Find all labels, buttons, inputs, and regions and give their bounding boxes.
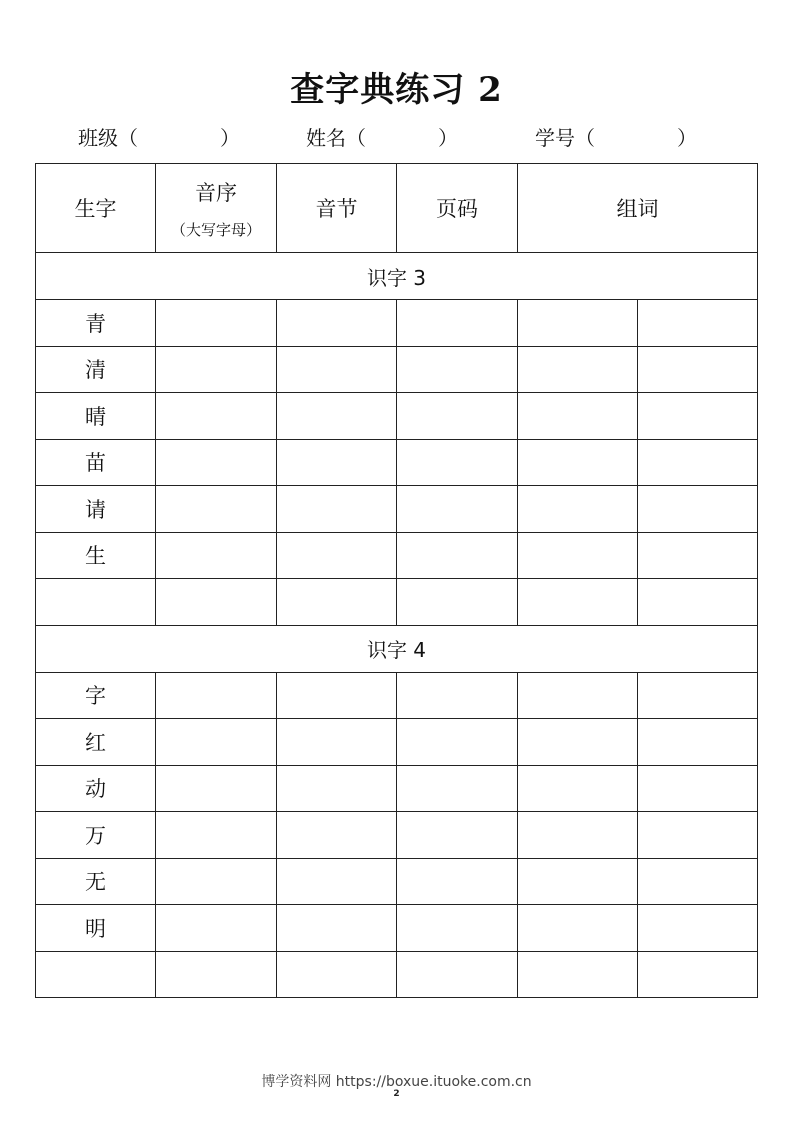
char-cell: 红 xyxy=(36,719,156,766)
char-cell: 明 xyxy=(36,905,156,952)
syllable-cell[interactable] xyxy=(277,765,397,812)
word-cell-1[interactable] xyxy=(518,439,638,486)
word-cell-1[interactable] xyxy=(518,486,638,533)
section-title: 识字 3 xyxy=(36,253,758,300)
word-cell-2[interactable] xyxy=(638,486,758,533)
order-cell[interactable] xyxy=(156,393,277,440)
char-cell: 动 xyxy=(36,765,156,812)
page-cell[interactable] xyxy=(397,719,518,766)
char-cell: 晴 xyxy=(36,393,156,440)
word-cell-2[interactable] xyxy=(638,532,758,579)
student-id-close: ） xyxy=(677,126,697,150)
section-row xyxy=(36,625,758,672)
class-field xyxy=(78,122,240,151)
syllable-cell[interactable] xyxy=(277,532,397,579)
name-close: ） xyxy=(438,126,458,150)
syllable-cell[interactable] xyxy=(277,393,397,440)
page-cell[interactable] xyxy=(397,951,518,998)
syllable-cell[interactable] xyxy=(277,858,397,905)
table-row xyxy=(36,300,758,347)
header-words: 组词 xyxy=(518,164,758,253)
table-row xyxy=(36,672,758,719)
header-order xyxy=(156,164,277,253)
syllable-cell[interactable] xyxy=(277,812,397,859)
page-cell[interactable] xyxy=(397,672,518,719)
page-cell[interactable] xyxy=(397,858,518,905)
word-cell-1[interactable] xyxy=(518,765,638,812)
char-cell xyxy=(36,579,156,626)
order-cell[interactable] xyxy=(156,719,277,766)
table-row xyxy=(36,393,758,440)
word-cell-1[interactable] xyxy=(518,951,638,998)
syllable-cell[interactable] xyxy=(277,951,397,998)
word-cell-2[interactable] xyxy=(638,672,758,719)
student-id-field xyxy=(535,122,697,151)
word-cell-2[interactable] xyxy=(638,858,758,905)
page-cell[interactable] xyxy=(397,300,518,347)
header-page: 页码 xyxy=(397,164,518,253)
class-label: 班级（ xyxy=(78,126,138,150)
word-cell-1[interactable] xyxy=(518,532,638,579)
table-row xyxy=(36,486,758,533)
name-field xyxy=(306,122,458,151)
word-cell-1[interactable] xyxy=(518,719,638,766)
word-cell-2[interactable] xyxy=(638,579,758,626)
order-cell[interactable] xyxy=(156,672,277,719)
word-cell-1[interactable] xyxy=(518,393,638,440)
header-char: 生字 xyxy=(36,164,156,253)
char-cell: 青 xyxy=(36,300,156,347)
table-row xyxy=(36,905,758,952)
table-row xyxy=(36,439,758,486)
table-row xyxy=(36,951,758,998)
table-header-row xyxy=(36,164,758,253)
table-row xyxy=(36,858,758,905)
page-cell[interactable] xyxy=(397,486,518,533)
word-cell-2[interactable] xyxy=(638,812,758,859)
order-cell[interactable] xyxy=(156,765,277,812)
word-cell-1[interactable] xyxy=(518,346,638,393)
word-cell-1[interactable] xyxy=(518,812,638,859)
char-cell: 苗 xyxy=(36,439,156,486)
order-cell[interactable] xyxy=(156,346,277,393)
word-cell-2[interactable] xyxy=(638,300,758,347)
char-cell: 清 xyxy=(36,346,156,393)
word-cell-1[interactable] xyxy=(518,672,638,719)
page-title: 查字典练习 2 xyxy=(290,70,503,110)
word-cell-1[interactable] xyxy=(518,579,638,626)
syllable-cell[interactable] xyxy=(277,672,397,719)
order-cell[interactable] xyxy=(156,486,277,533)
table-row xyxy=(36,532,758,579)
section-row xyxy=(36,253,758,300)
order-cell[interactable] xyxy=(156,579,277,626)
order-cell[interactable] xyxy=(156,858,277,905)
char-cell: 生 xyxy=(36,532,156,579)
char-cell: 字 xyxy=(36,672,156,719)
footer-source: 博学资料网 https://boxue.ituoke.com.cn xyxy=(261,1074,532,1090)
syllable-cell[interactable] xyxy=(277,579,397,626)
syllable-cell[interactable] xyxy=(277,439,397,486)
char-cell: 请 xyxy=(36,486,156,533)
table-row xyxy=(36,719,758,766)
order-cell[interactable] xyxy=(156,951,277,998)
word-cell-2[interactable] xyxy=(638,719,758,766)
table-row xyxy=(36,346,758,393)
header-order-note: （大写字母） xyxy=(170,220,261,239)
class-close: ） xyxy=(220,126,240,150)
page-cell[interactable] xyxy=(397,765,518,812)
page-cell[interactable] xyxy=(397,812,518,859)
syllable-cell[interactable] xyxy=(277,300,397,347)
word-cell-1[interactable] xyxy=(518,300,638,347)
char-cell: 万 xyxy=(36,812,156,859)
word-cell-2[interactable] xyxy=(638,439,758,486)
student-id-label: 学号（ xyxy=(535,126,595,150)
order-cell[interactable] xyxy=(156,300,277,347)
dictionary-practice-table xyxy=(35,163,758,998)
section-title: 识字 4 xyxy=(36,625,758,672)
page-cell[interactable] xyxy=(397,393,518,440)
syllable-cell[interactable] xyxy=(277,905,397,952)
page-cell[interactable] xyxy=(397,905,518,952)
header-order-label: 音序 xyxy=(195,180,237,205)
syllable-cell[interactable] xyxy=(277,719,397,766)
page-cell[interactable] xyxy=(397,532,518,579)
word-cell-2[interactable] xyxy=(638,346,758,393)
word-cell-1[interactable] xyxy=(518,858,638,905)
page-number: 2 xyxy=(393,1089,400,1099)
order-cell[interactable] xyxy=(156,812,277,859)
syllable-cell[interactable] xyxy=(277,346,397,393)
page-cell[interactable] xyxy=(397,346,518,393)
name-label: 姓名（ xyxy=(306,126,366,150)
page-cell[interactable] xyxy=(397,439,518,486)
order-cell[interactable] xyxy=(156,439,277,486)
word-cell-2[interactable] xyxy=(638,905,758,952)
syllable-cell[interactable] xyxy=(277,486,397,533)
order-cell[interactable] xyxy=(156,905,277,952)
header-syllable: 音节 xyxy=(277,164,397,253)
word-cell-2[interactable] xyxy=(638,951,758,998)
table-row xyxy=(36,765,758,812)
table-row xyxy=(36,579,758,626)
char-cell xyxy=(36,951,156,998)
word-cell-2[interactable] xyxy=(638,765,758,812)
table-row xyxy=(36,812,758,859)
word-cell-1[interactable] xyxy=(518,905,638,952)
word-cell-2[interactable] xyxy=(638,393,758,440)
order-cell[interactable] xyxy=(156,532,277,579)
page-cell[interactable] xyxy=(397,579,518,626)
char-cell: 无 xyxy=(36,858,156,905)
